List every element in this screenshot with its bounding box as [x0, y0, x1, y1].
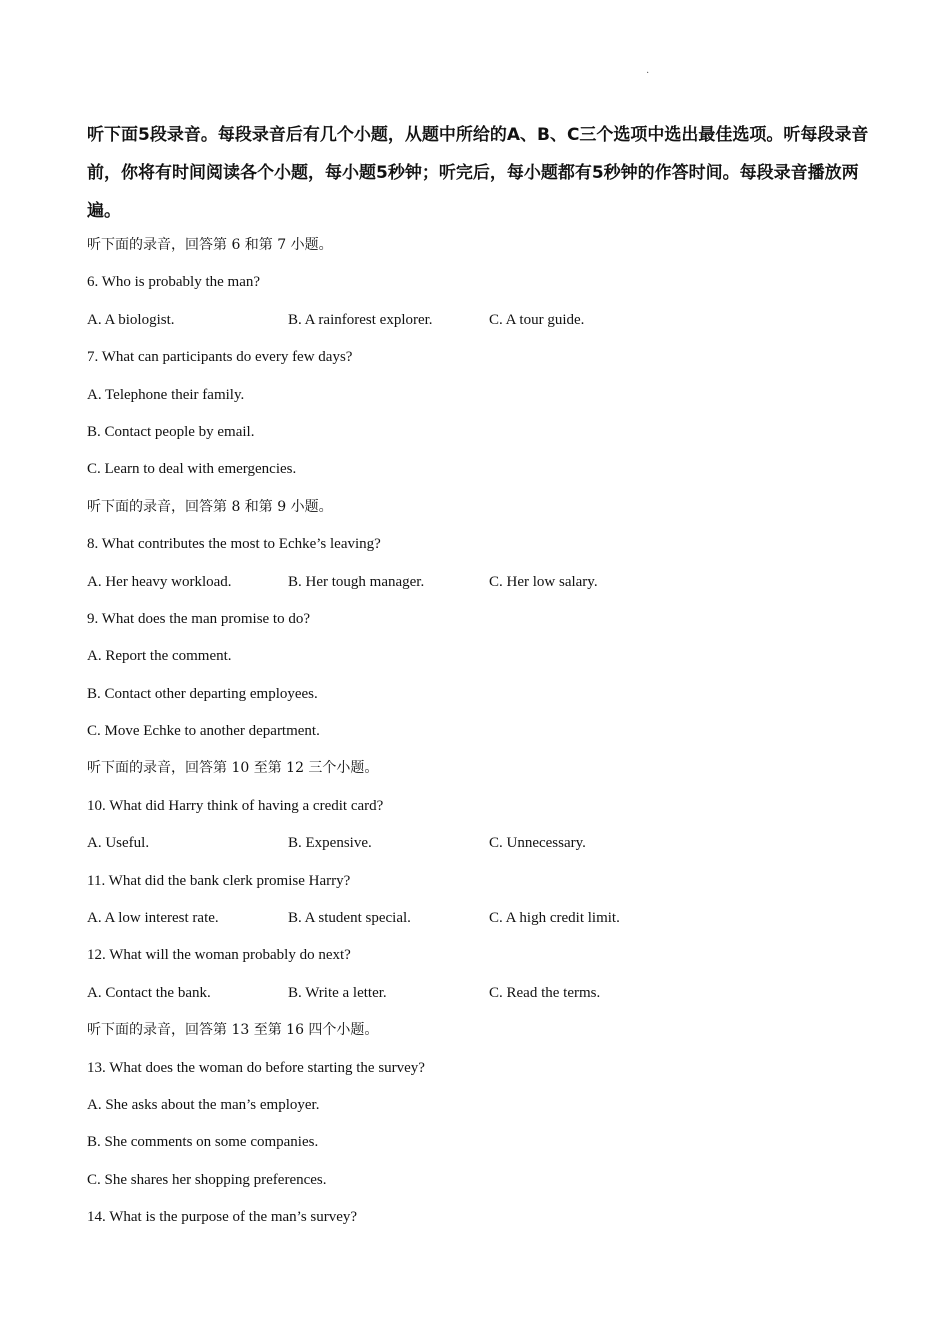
answer-option: A. She asks about the man’s employer.: [87, 1096, 320, 1113]
question-stem: 11. What did the bank clerk promise Harry?: [87, 872, 351, 889]
options-row: [87, 825, 887, 862]
answer-option: A. Report the comment.: [87, 648, 232, 665]
answer-option: C. Move Echke to another department.: [87, 723, 320, 740]
answer-option: B. Contact people by email.: [87, 423, 255, 440]
options-row: [87, 975, 887, 1012]
answer-option: B. She comments on some companies.: [87, 1134, 319, 1151]
answer-option: C. A tour guide.: [489, 311, 585, 328]
answer-option: B. Her tough manager.: [288, 573, 425, 590]
answer-option: B. Write a letter.: [288, 984, 387, 1001]
section-title: 听下面的录音，回答第 10 至第 12 三个小题。: [87, 760, 379, 777]
section-instructions: 听下面5段录音。每段录音后有几个小题，从题中所给的A、B、C三个选项中选出最佳选项。听每段录音前，你将有时间阅读各个小题，每小题5秒钟；听完后，每小题都有5秒钟的作答时间。每段录音播放两遍。: [87, 125, 869, 221]
answer-option: A. A low interest rate.: [87, 910, 219, 927]
question-list: [87, 227, 887, 1237]
answer-option: B. Contact other departing employees.: [87, 685, 318, 702]
options-row: [87, 564, 887, 601]
answer-option: C. Unnecessary.: [489, 835, 586, 852]
answer-option: C. Read the terms.: [489, 984, 601, 1001]
question-stem: 9. What does the man promise to do?: [87, 610, 311, 627]
answer-option: A. Useful.: [87, 835, 150, 852]
answer-option: B. Expensive.: [288, 835, 372, 852]
question-stem: 6. Who is probably the man?: [87, 274, 261, 291]
question-stem: 8. What contributes the most to Echke’s leaving?: [87, 536, 381, 553]
question-stem: 7. What can participants do every few days?: [87, 349, 353, 366]
section-title: 听下面的录音，回答第 13 至第 16 四个小题。: [87, 1022, 379, 1039]
answer-option: B. A rainforest explorer.: [288, 311, 433, 328]
question-stem: 10. What did Harry think of having a credit card?: [87, 797, 384, 814]
answer-option: B. A student special.: [288, 910, 411, 927]
answer-option: C. A high credit limit.: [489, 910, 620, 927]
section-title: 听下面的录音，回答第 8 和第 9 小题。: [87, 498, 333, 515]
options-row: [87, 302, 887, 339]
section-title: 听下面的录音，回答第 6 和第 7 小题。: [87, 237, 333, 253]
page-mark: ·: [646, 68, 650, 79]
answer-option: A. Contact the bank.: [87, 984, 211, 1001]
answer-option: C. Learn to deal with emergencies.: [87, 461, 297, 478]
answer-option: C. She shares her shopping preferences.: [87, 1171, 327, 1188]
question-stem: 14. What is the purpose of the man’s survey?: [87, 1209, 358, 1226]
answer-option: C. Her low salary.: [489, 573, 598, 590]
answer-option: A. Her heavy workload.: [87, 573, 232, 590]
options-row: [87, 900, 887, 937]
answer-option: A. Telephone their family.: [87, 386, 245, 403]
question-stem: 12. What will the woman probably do next?: [87, 947, 351, 964]
question-stem: 13. What does the woman do before starting the survey?: [87, 1059, 425, 1076]
answer-option: A. A biologist.: [87, 311, 175, 328]
